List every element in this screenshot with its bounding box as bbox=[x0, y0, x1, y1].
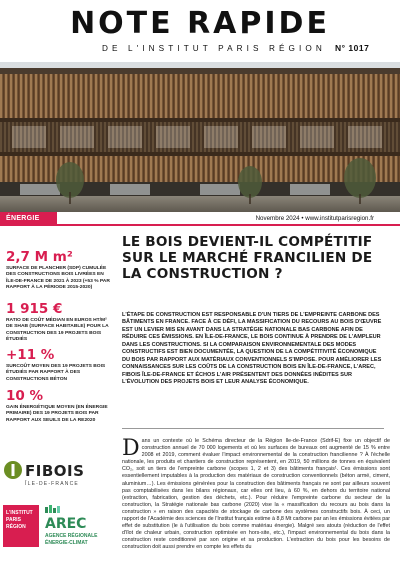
stat-description: GAIN ÉNERGÉTIQUE MOYEN (EN ÉNERGIE PRIMAIRE) DES 19 PROJETS BOIS PAR RAPPORT AUX SEUILS DE LA RE2020 bbox=[6, 405, 108, 423]
publication-title: NOTE RAPIDE bbox=[70, 6, 330, 41]
issue-number: N° 1017 bbox=[335, 43, 370, 53]
stat-description: RATIO DE COÛT MÉDIAN EN EUROS HT/M² DE SHAB (SURFACE HABITABLE) POUR LA CONSTRUCTION DES 19 PROJETS BOIS ÉTUDIÉS bbox=[6, 318, 109, 342]
category-band bbox=[0, 212, 400, 226]
main-article bbox=[122, 234, 392, 551]
article-lead: L'ÉTAPE DE CONSTRUCTION EST RESPONSABLE D'UN TIERS DE L'EMPREINTE CARBONE DES BÂTIMENTS EN FRANCE. FACE À CE DÉFI, LA MASSIFICATION DU RECOURS AU BOIS D'ŒUVRE EST UN LEVIER MIS EN AVANT DANS LA STRATÉGIE NATIONALE BAS CARBONE AFIN DE RÉDUIRE CES ÉMISSIONS. EN ÎLE-DE-FRANCE, LE BOIS CONTINUE À PRENDRE DE L'AMPLEUR DANS LES CONSTRUCTIONS. SI LA COMPARAISON ENVIRONNEMENTALE DES MODES CONSTRUCTIFS EST BIEN DOCUMENTÉE, LA QUESTION DE LA COMPÉTITIVITÉ ÉCONOMIQUE DU BOIS PAR RAPPORT AUX MATÉRIAUX CONVENTIONNELS S'IMPOSE. POUR AMÉLIORER LES CONNAISSANCES SUR LES COÛTS DE LA CONSTRUCTION BOIS EN ÎLE-DE-FRANCE, L'AREC, FIBOIS ÎLE-DE-FRANCE ET ÉCHOS L'AIR PRÉSENTENT DES DONNÉES INÉDITES SUR L'ÉVOLUTION DES PROJETS BOIS ET LEUR ANALYSE ÉCONOMIQUE. bbox=[122, 312, 382, 386]
stat-overcost bbox=[6, 348, 110, 383]
institut-line-2: PARIS bbox=[6, 517, 21, 523]
fibois-name: FIBOIS bbox=[25, 462, 85, 480]
arec-name: AREC bbox=[45, 516, 87, 532]
publication-subtitle: DE L'INSTITUT PARIS RÉGION bbox=[102, 44, 326, 53]
partner-logos bbox=[3, 503, 111, 559]
arec-subtitle-1: AGENCE RÉGIONALE bbox=[45, 533, 98, 539]
drop-cap: D bbox=[122, 438, 140, 461]
article-headline: LE BOIS DEVIENT-IL COMPÉTITIF SUR LE MARCHÉ FRANCILIEN DE LA CONSTRUCTION ? bbox=[122, 234, 373, 282]
institut-line-1: L'INSTITUT bbox=[6, 510, 33, 516]
hero-photo bbox=[0, 62, 400, 212]
fibois-subtitle: ÎLE-DE-FRANCE bbox=[25, 481, 79, 487]
stat-value: +11 % bbox=[6, 347, 55, 363]
institut-line-3: RÉGION bbox=[6, 524, 26, 530]
wooden-building-photo bbox=[0, 62, 400, 212]
separator-line bbox=[122, 428, 384, 429]
arec-icon bbox=[45, 505, 60, 513]
fibois-logo bbox=[3, 457, 103, 491]
date-and-website: Novembre 2024 • www.institutparisregion.fr bbox=[255, 215, 374, 222]
category-tag: ÉNERGIE bbox=[0, 212, 57, 226]
stat-description: SURFACE DE PLANCHER (SDP) CUMULÉE DES CONSTRUCTIONS BOIS LIVRÉES EN ÎLE-DE-FRANCE DE 2021 À 2023 (+53 % PAR RAPPORT À LA PÉRIODE 2015-2020) bbox=[6, 266, 110, 290]
stat-value: 1 915 € bbox=[6, 301, 63, 317]
arec-subtitle-2: ÉNERGIE-CLIMAT bbox=[45, 540, 88, 546]
masthead bbox=[0, 0, 400, 62]
stat-energy-gain bbox=[6, 389, 110, 424]
stat-value: 2,7 M m² bbox=[6, 249, 73, 265]
stat-cost-ratio bbox=[6, 302, 110, 343]
article-body bbox=[122, 438, 390, 566]
stat-description: SURCOÛT MOYEN DES 19 PROJETS BOIS ÉTUDIÉS PAR RAPPORT À DES CONSTRUCTIONS BÉTON bbox=[6, 364, 106, 382]
stat-surface bbox=[6, 250, 110, 291]
article-body-text: ans un contexte où le Schéma directeur de la Région Île-de-France (Sdrif-E) fixe un objectif de construction annuel de 70 000 logements et où les surfaces de bureaux ont augmenté de 15 % entre 2008 et 2019, comment évaluer l'impact environnemental de la construction francilienne ? À l'échelle nationale, les produits et chantiers de construction représentent, en 2019, 50 millions de tonnes en équivalent CO₂, soit un tiers de l'empreinte carbone (scopes 1, 2 et 3) des bâtiments français¹. Ces émissions sont essentiellement imputables à la production des matériaux de construction conventionnels (béton armé, ciment, aluminium…). Les émissions générées pour la construction des bâtiments français ne sont par ailleurs souvent pas comptabilisées dans les bilans régionaux, car elles ont lieu, à 60 %, en dehors du territoire national (extraction, fabrication, gestion des déchets, etc.). Pour réduire l'empreinte carbone du secteur de la construction, la Stratégie nationale bas carbone (2020) vise la « massification du recours au bois dans la construction » en raison des capacités de stockage de carbone des systèmes constructifs bois. À ceci, un rapport de l'Académie des sciences de l'Institut français estime à 8,8 Mt carbone par an les émissions évitées par effet de substitution (le à l'utilisation du bois comme matériau énergie). Malgré ses atouts (réduction de l'effet d'îlot de chaleur urbain, construction optimisée en hors-site, etc.), l'impact environnemental du bois dans la construction reste conditionné par son origine et sa production. L'extraction du bois pour les besoins de construction doit aussi prendre en compte les effets du bbox=[122, 438, 390, 551]
stat-value: 10 % bbox=[6, 388, 44, 404]
